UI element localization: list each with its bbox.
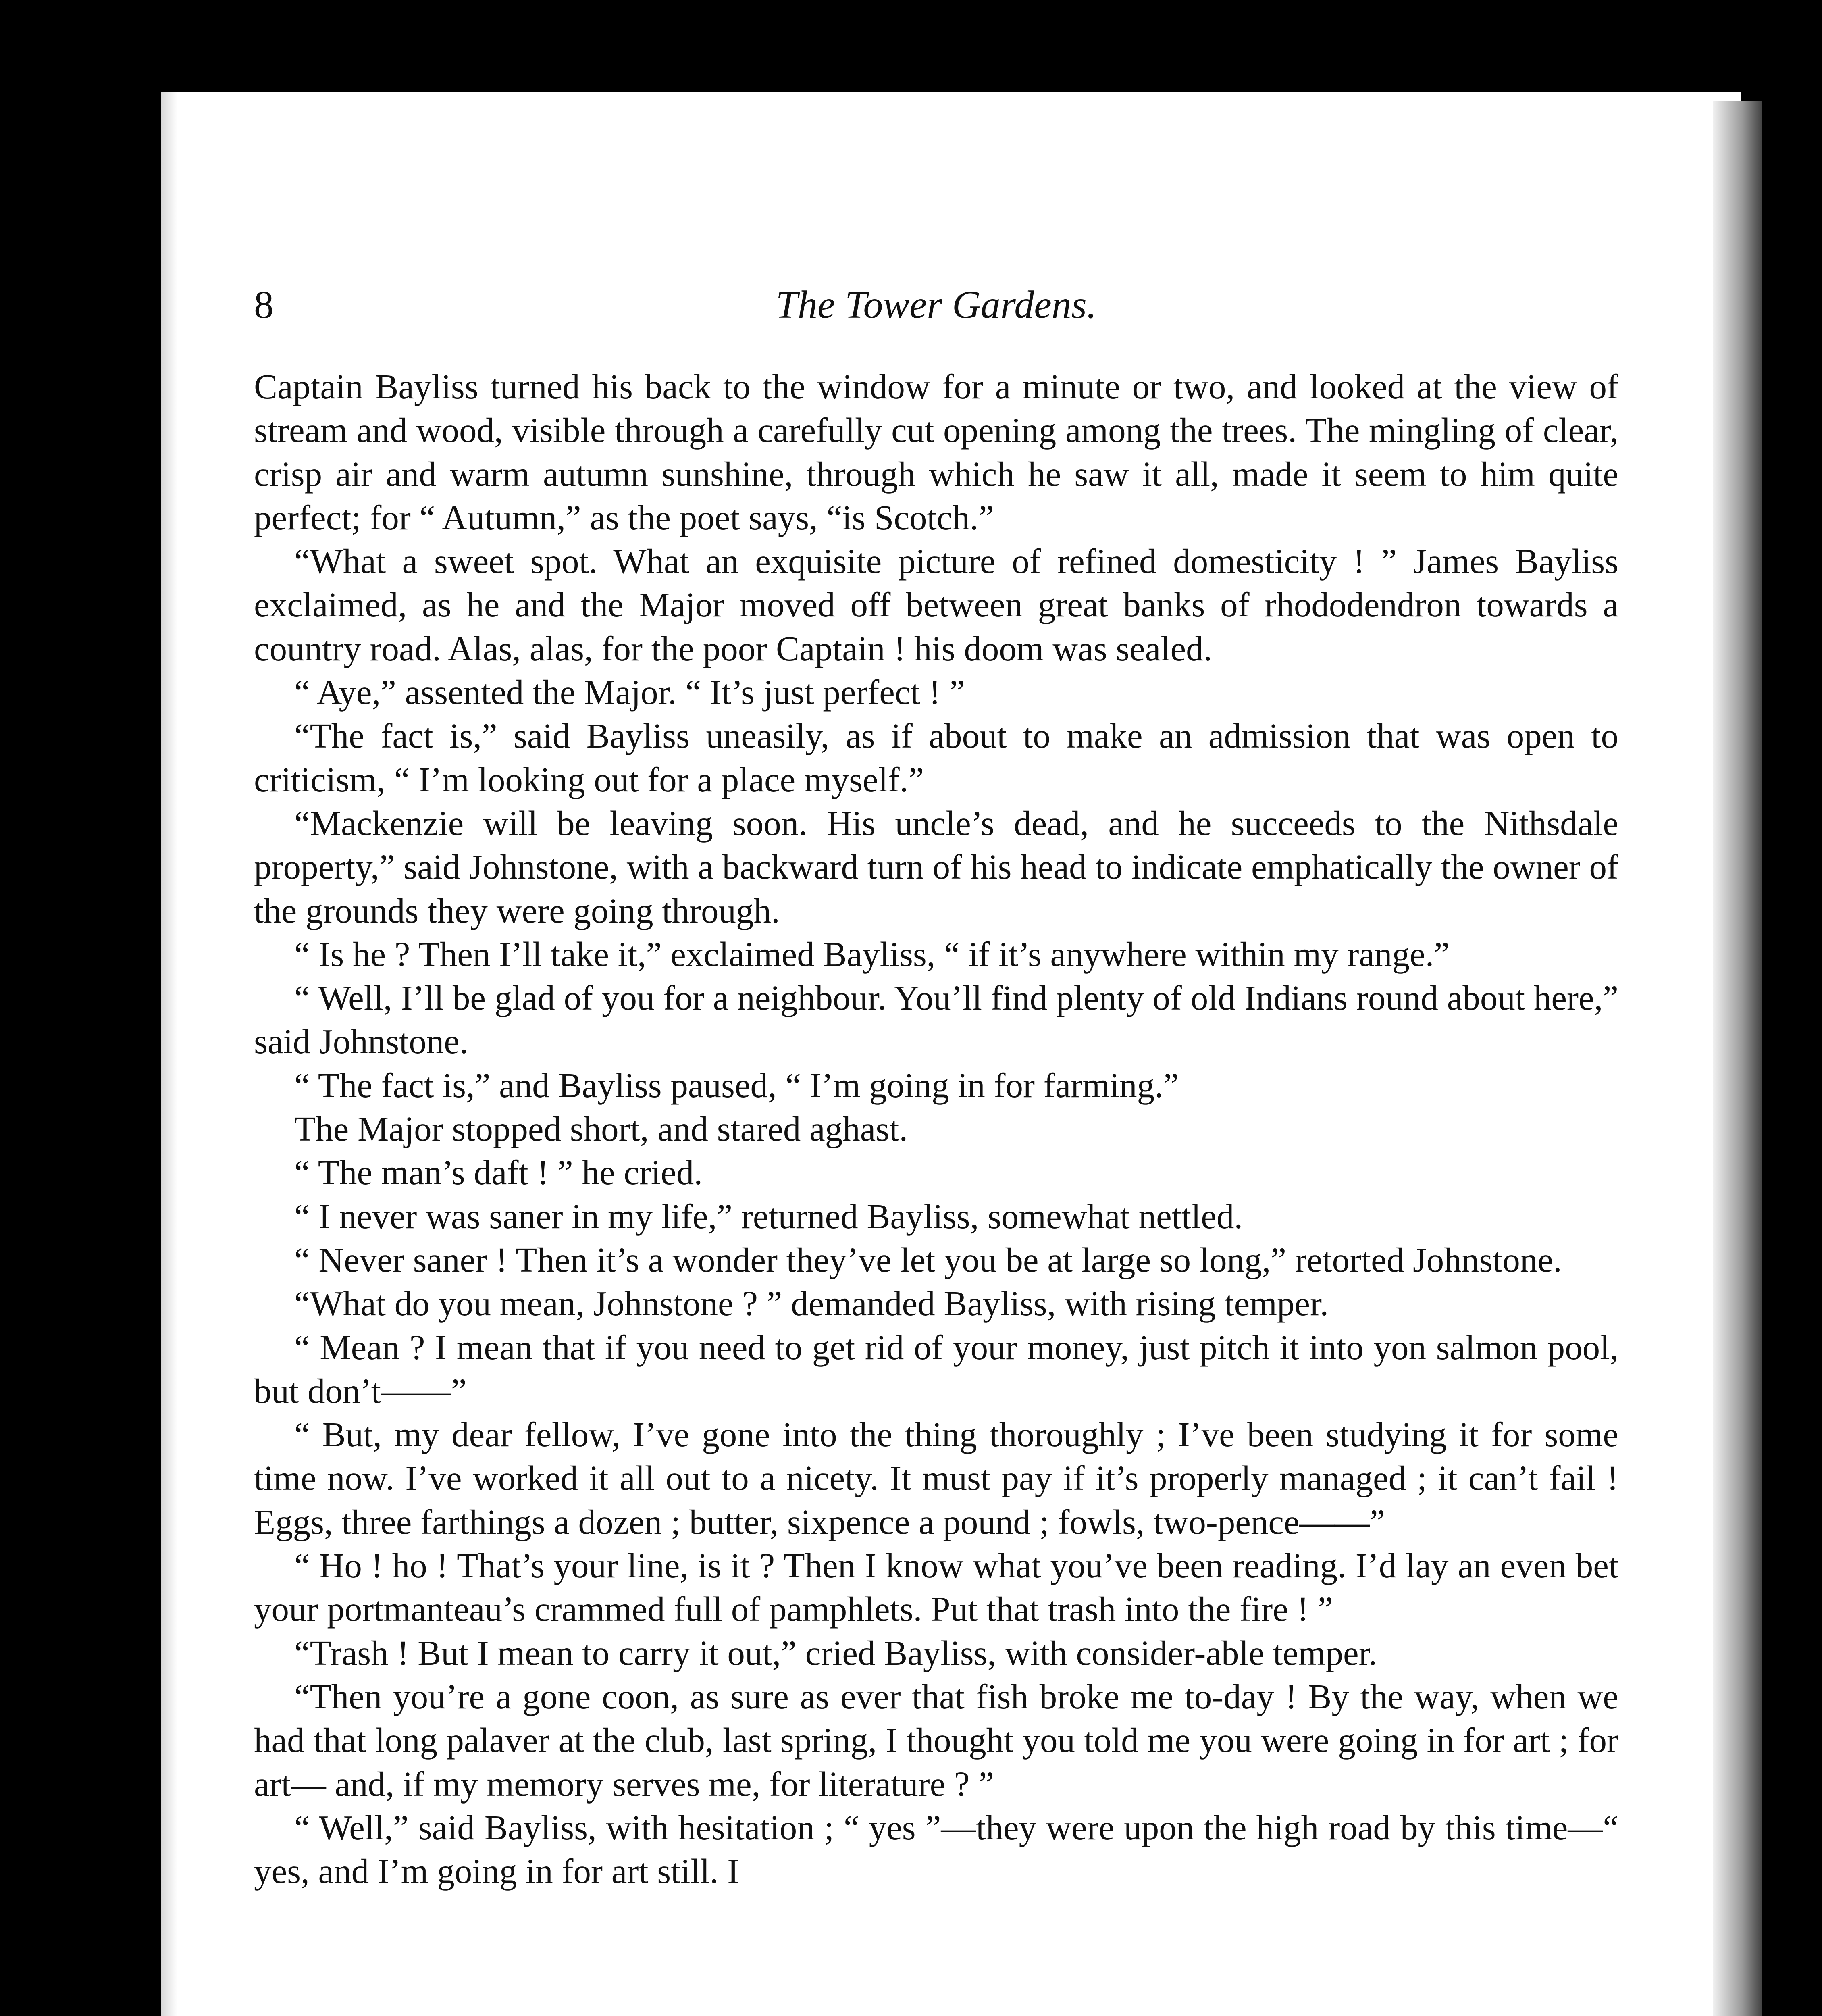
paragraph: “ Aye,” assented the Major. “ It’s just perfect ! ”	[294, 673, 965, 712]
page-number: 8	[254, 283, 274, 327]
paragraph: “ I never was saner in my life,” returned Bayliss, somewhat nettled.	[294, 1196, 1243, 1236]
paragraph: “ Ho ! ho ! That’s your line, is it ? Then I know what you’ve been reading. I’d lay an even bet your portmanteau’s crammed full of pamphlets. Put that trash into the fire ! ”	[254, 1546, 1618, 1629]
paragraph: “ Never saner ! Then it’s a wonder they’ve let you be at large so long,” retorted Johnstone.	[294, 1240, 1562, 1279]
paragraph: “ Mean ? I mean that if you need to get rid of your money, just pitch it into yon salmon pool, but don’t——”	[254, 1327, 1618, 1410]
binding-shadow	[161, 92, 177, 2016]
paragraph: “ Well,” said Bayliss, with hesitation ; “ yes ”—they were upon the high road by this time—“ yes, and I’m going in for art still. I	[254, 1808, 1618, 1891]
running-title: The Tower Gardens.	[776, 283, 1097, 327]
paragraph: “Then you’re a gone coon, as sure as ever that fish broke me to-day ! By the way, when we had that long palaver at the club, last spring, I thought you told me you were going in for art ; for art— and, if my memory serves me, for literature ? ”	[254, 1677, 1618, 1804]
paragraph: “Trash ! But I mean to carry it out,” cried Bayliss, with consider-able temper.	[294, 1633, 1377, 1672]
paragraph: “The fact is,” said Bayliss uneasily, as if about to make an admission that was open to criticism, “ I’m looking out for a place myself.”	[254, 716, 1618, 799]
paragraph: “ The man’s daft ! ” he cried.	[294, 1153, 703, 1192]
page-edge-shadow	[1713, 101, 1762, 2016]
paragraph: “ But, my dear fellow, I’ve gone into the thing thoroughly ; I’ve been studying it for some time now. I’ve worked it all out to a nicety. It must pay if it’s properly managed ; it can’t fail ! Eggs, three farthings a dozen ; butter, sixpence a pound ; fowls, two-pence——”	[254, 1415, 1618, 1541]
paragraph: Captain Bayliss turned his back to the window for a minute or two, and looked at the view of stream and wood, visible through a carefully cut opening among the trees. The mingling of clear, crisp air and warm autumn sunshine, through which he saw it all, made it seem to him quite perfect; for “ Autumn,” as the poet says, “is Scotch.”	[254, 367, 1618, 537]
paragraph: “Mackenzie will be leaving soon. His uncle’s dead, and he succeeds to the Nithsdale property,” said Johnstone, with a backward turn of his head to indicate emphatically the owner of the grounds they were going through.	[254, 803, 1618, 930]
page-header	[254, 282, 1618, 331]
paragraph: “ Well, I’ll be glad of you for a neighbour. You’ll find plenty of old Indians round about here,” said Johnstone.	[254, 978, 1618, 1061]
paragraph: The Major stopped short, and stared aghast.	[294, 1109, 908, 1149]
paragraph: “What do you mean, Johnstone ? ” demanded Bayliss, with rising temper.	[294, 1284, 1329, 1323]
body-text	[254, 365, 1618, 1893]
paragraph: “ The fact is,” and Bayliss paused, “ I’m going in for farming.”	[294, 1065, 1179, 1105]
paragraph: “What a sweet spot. What an exquisite picture of refined domesticity ! ” James Bayliss exclaimed, as he and the Major moved off between great banks of rhododendron towards a country road. Alas, alas, for the poor Captain ! his doom was sealed.	[254, 541, 1618, 668]
paragraph: “ Is he ? Then I’ll take it,” exclaimed Bayliss, “ if it’s anywhere within my range.”	[294, 934, 1450, 974]
